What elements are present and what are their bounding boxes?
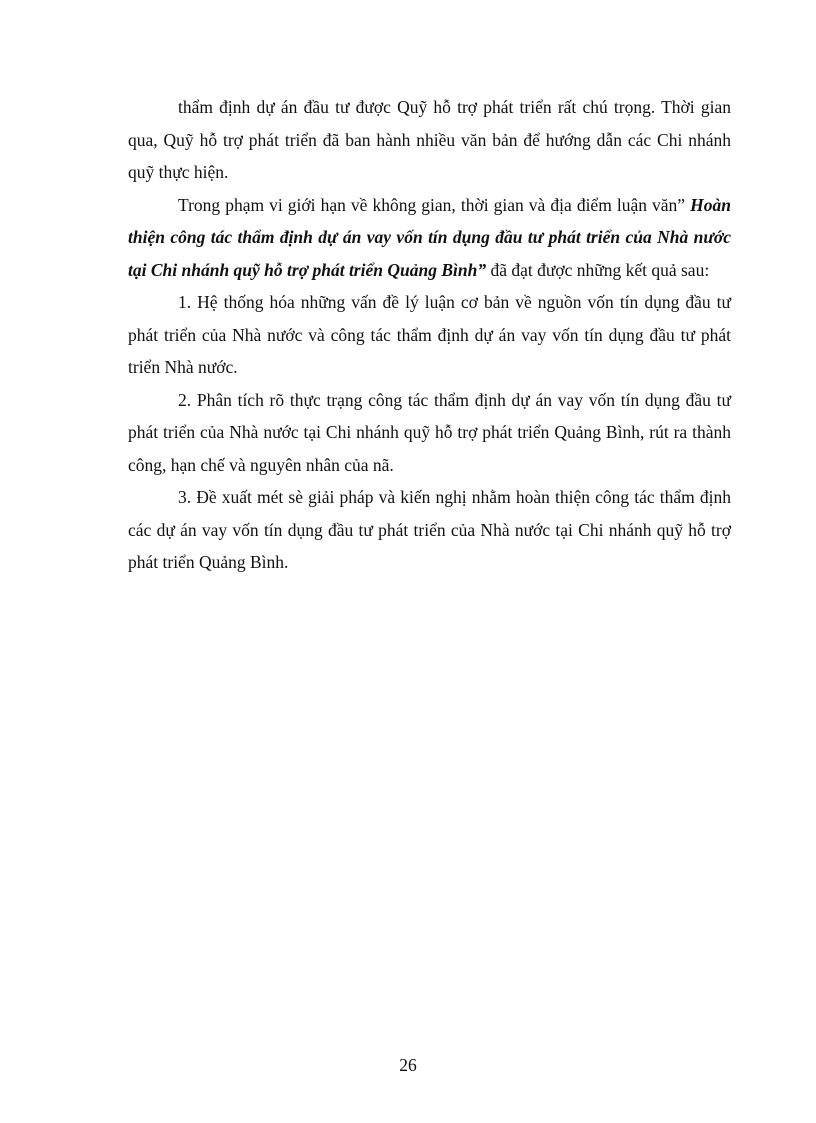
paragraph-intro: thẩm định dự án đầu tư được Quỹ hỗ trợ phát triển rất chú trọng. Thời gian qua, Quỹ hỗ trợ phát triển đã ban hành nhiều văn bản để hướng dẫn các Chi nhánh quỹ thực hiện. — [128, 97, 731, 182]
result-item-3: 3. Đề xuất mét sè giải pháp và kiến nghị nhằm hoàn thiện công tác thẩm định các dự án vay vốn tín dụng đầu tư phát triển của Nhà nước tại Chi nhánh quỹ hỗ trợ phát triển Quảng Bình. — [128, 487, 731, 572]
result-item-2: 2. Phân tích rõ thực trạng công tác thẩm định dự án vay vốn tín dụng đầu tư phát triển của Nhà nước tại Chi nhánh quỹ hỗ trợ phát triển Quảng Bình, rút ra thành công, hạn chế và nguyên nhân của nã. — [128, 389, 731, 475]
result-item-1: 1. Hệ thống hóa những vấn đề lý luận cơ bản về nguồn vốn tín dụng đầu tư phát triển của Nhà nước và công tác thẩm định dự án vay vốn tín dụng đầu tư phát triển Nhà nước. — [128, 292, 731, 377]
body-text — [128, 91, 731, 579]
thesis-title: Hoàn thiện công tác thẩm định dự án vay vốn tín dụng đầu tư phát triển của Nhà nước tại Chi nhánh quỹ hỗ trợ phát triển Quảng Bình” — [128, 194, 732, 280]
scope-tail-text: đã đạt được những kết quả sau: — [486, 259, 710, 280]
paragraph-scope — [128, 189, 731, 287]
page-number: 26 — [399, 1055, 417, 1075]
scope-lead-text: Trong phạm vi giới hạn về không gian, thời gian và địa điểm luận văn” — [178, 194, 686, 215]
